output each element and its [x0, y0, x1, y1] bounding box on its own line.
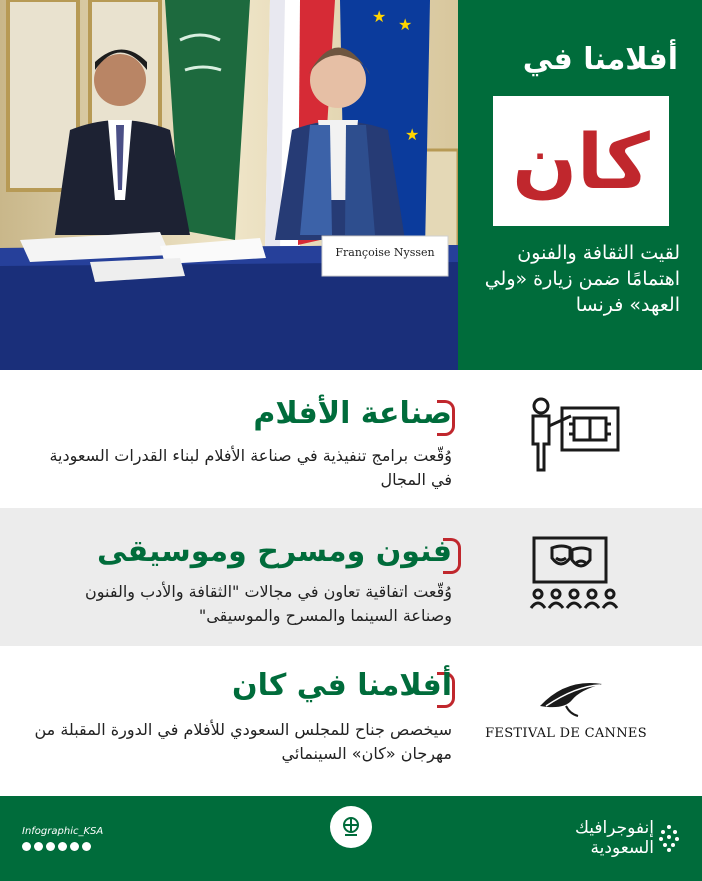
headline-panel — [458, 0, 702, 370]
presenter-film-icon — [516, 396, 626, 486]
section-film-industry — [0, 370, 702, 510]
section-arts-theater-music — [0, 508, 702, 648]
facebook-icon[interactable] — [70, 842, 79, 851]
headline-description: لقيت الثقافة والفنون اهتمامًا ضمن زيارة «ولي العهد» فرنسا — [484, 242, 680, 316]
linkedin-icon[interactable] — [82, 842, 91, 851]
palm-leaf-icon — [536, 676, 606, 728]
section-body: وُقّعت اتفاقية تعاون في مجالات "الثقافة والأدب والفنون وصناعة السينما والمسرح والموسيقى" — [85, 582, 452, 625]
headline-title: أفلامنا في — [522, 42, 678, 77]
social-icons — [22, 842, 91, 851]
brand-name — [575, 818, 654, 858]
snapchat-icon[interactable] — [58, 842, 67, 851]
account-handle: Infographic_KSA — [22, 826, 104, 837]
brand-line-2: السعودية — [590, 838, 654, 858]
section-body: سيخصص جناح للمجلس السعودي للأفلام في الدورة المقبلة من مهرجان «كان» السينمائي — [34, 720, 452, 763]
twitter-icon[interactable] — [22, 842, 31, 851]
kan-box — [493, 96, 669, 226]
svg-text:★: ★ — [398, 15, 413, 34]
section-title: أفلامنا في كان — [232, 668, 452, 703]
section-body: وُقّعت برامج تنفيذية في صناعة الأفلام لبناء القدرات السعودية في المجال — [49, 446, 452, 489]
hero-section — [0, 0, 702, 370]
kan-word: كان — [512, 116, 650, 206]
section-title: صناعة الأفلام — [253, 396, 452, 431]
brand-dots-icon — [658, 823, 680, 857]
nameplate-text: Françoise Nyssen — [335, 246, 435, 259]
section-title: فنون ومسرح وموسيقى — [97, 534, 452, 569]
globe-logo-icon — [330, 806, 372, 848]
svg-text:★: ★ — [372, 7, 387, 26]
instagram-icon[interactable] — [34, 842, 43, 851]
signing-photo — [0, 0, 458, 370]
brand-line-1: إنفوجرافيك — [574, 818, 654, 838]
section-cannes — [0, 646, 702, 796]
youtube-icon[interactable] — [46, 842, 55, 851]
theater-masks-icon — [516, 530, 626, 620]
festival-logo-text: FESTIVAL DE CANNES — [485, 726, 647, 741]
svg-text:★: ★ — [405, 125, 420, 144]
